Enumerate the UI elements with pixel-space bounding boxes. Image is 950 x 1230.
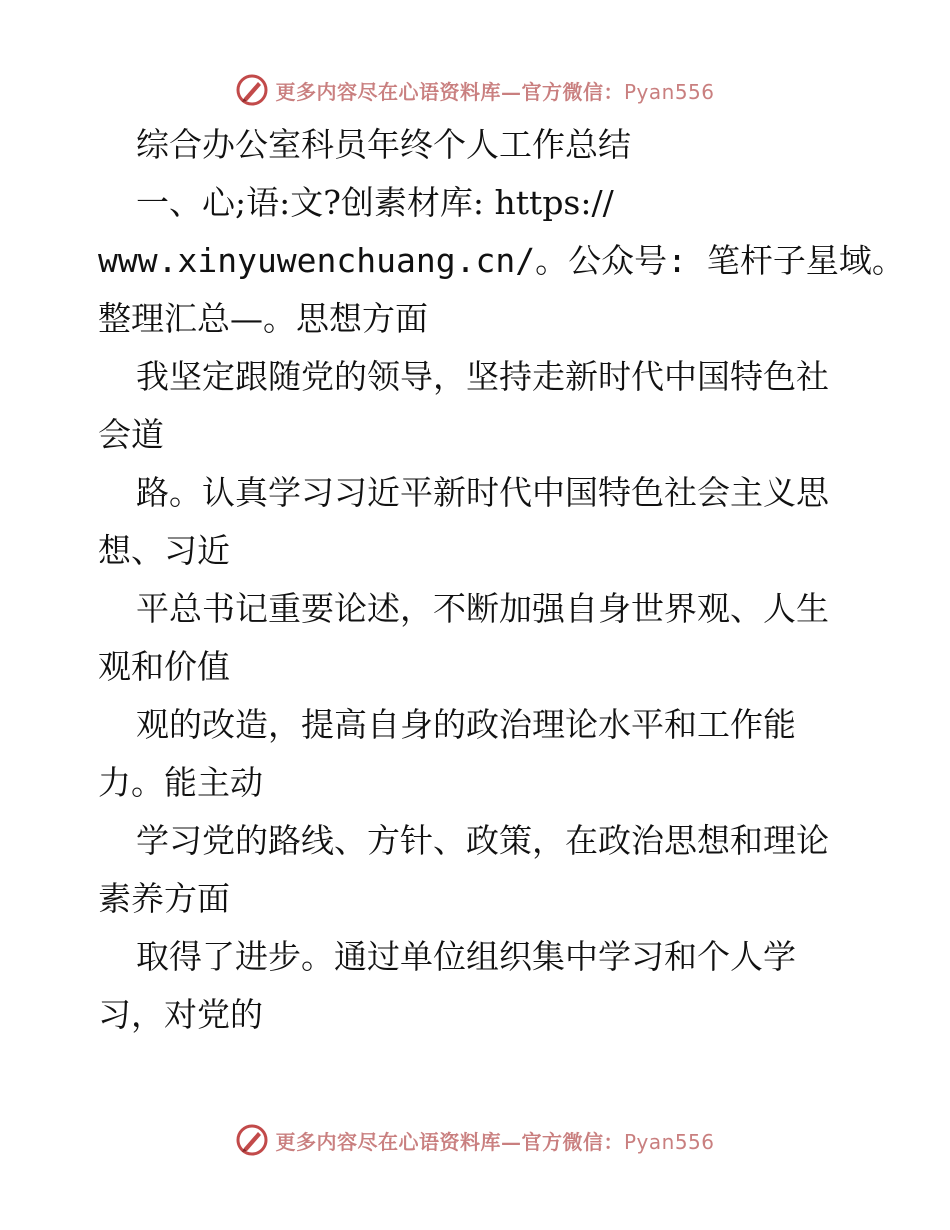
text-line: 观和价值 bbox=[98, 647, 230, 686]
header-banner bbox=[0, 70, 950, 110]
pen-nib-logo-icon bbox=[235, 73, 269, 107]
document-body bbox=[98, 116, 905, 1044]
text-line: 我坚定跟随党的领导，坚持走新时代中国特色社 bbox=[136, 357, 829, 396]
text-line: 习，对党的 bbox=[98, 995, 263, 1034]
text-line: 素养方面 bbox=[98, 879, 230, 918]
text-line: 想、习近 bbox=[98, 531, 230, 570]
pen-nib-logo-icon bbox=[235, 1123, 269, 1157]
text-line: 整理汇总—。思想方面 bbox=[98, 299, 428, 338]
text-line: 力。能主动 bbox=[98, 763, 263, 802]
text-line: 一、心;语:文?创素材库: https:// bbox=[136, 183, 614, 222]
footer-banner-text: 更多内容尽在心语资料库—官方微信：Pyan556 bbox=[275, 1129, 715, 1154]
text-line: 平总书记重要论述，不断加强自身世界观、人生 bbox=[136, 589, 829, 628]
text-line: 观的改造，提高自身的政治理论水平和工作能 bbox=[136, 705, 796, 744]
text-line: 会道 bbox=[98, 415, 164, 454]
text-line: 综合办公室科员年终个人工作总结 bbox=[136, 125, 631, 164]
footer-banner bbox=[0, 1120, 950, 1160]
text-line: 学习党的路线、方针、政策，在政治思想和理论 bbox=[136, 821, 829, 860]
text-line: 取得了进步。通过单位组织集中学习和个人学 bbox=[136, 937, 796, 976]
text-line: www.xinyuwenchuang.cn/。公众号: 笔杆子星域。 bbox=[98, 241, 905, 280]
text-line: 路。认真学习习近平新时代中国特色社会主义思 bbox=[136, 473, 829, 512]
header-banner-text: 更多内容尽在心语资料库—官方微信：Pyan556 bbox=[275, 79, 715, 104]
